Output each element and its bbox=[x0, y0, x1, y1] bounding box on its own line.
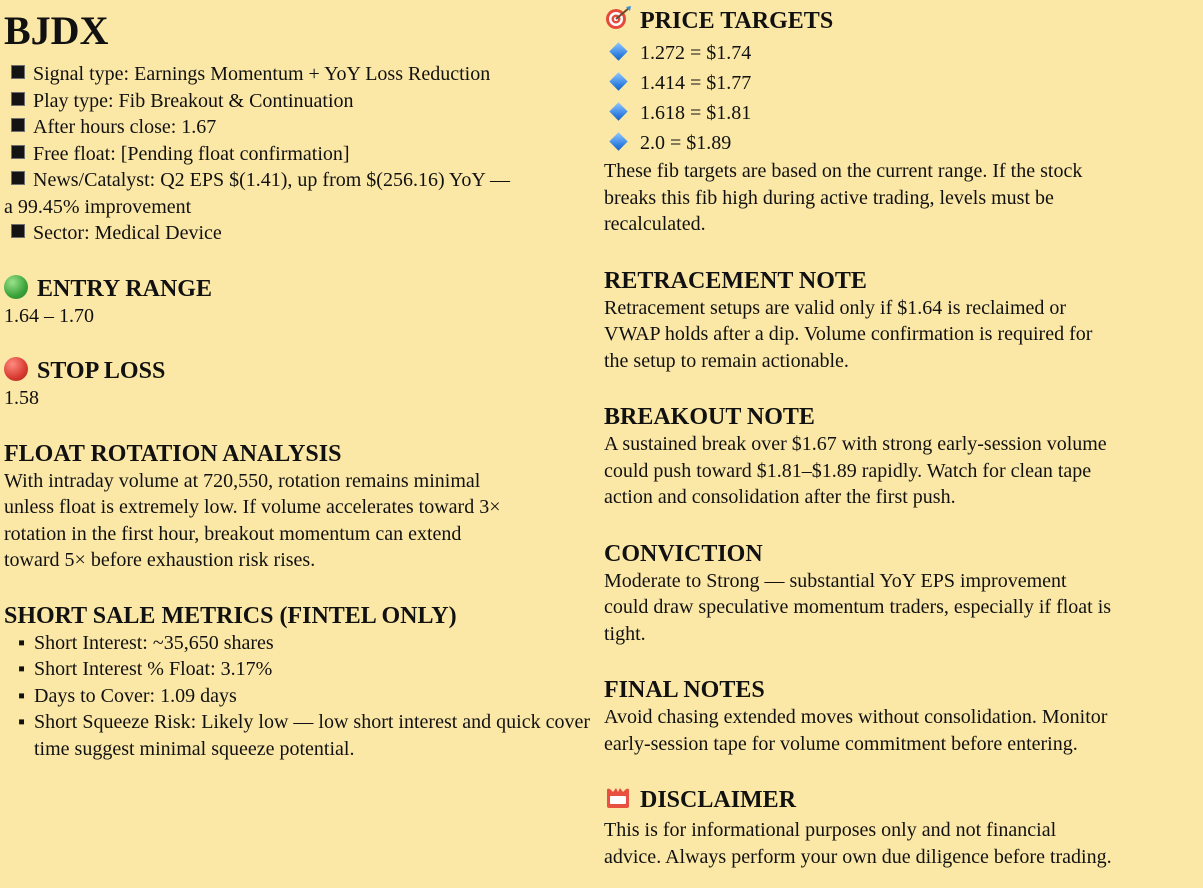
summary-item: News/Catalyst: Q2 EPS $(1.41), up from $(256.16) YoY — bbox=[4, 167, 594, 194]
price-target-list bbox=[604, 38, 1200, 158]
final-notes-line: Avoid chasing extended moves without consolidation. Monitor bbox=[604, 706, 1108, 728]
price-targets-section bbox=[604, 5, 1200, 238]
float-rotation-section bbox=[4, 440, 594, 574]
price-target-item: 1.618 = $1.81 bbox=[604, 98, 1200, 128]
small-square-bullet-icon: ▪ bbox=[18, 684, 26, 707]
float-rotation-line: toward 5× before exhaustion risk rises. bbox=[4, 549, 316, 571]
price-targets-heading: PRICE TARGETS bbox=[604, 5, 1200, 38]
disclaimer-line: advice. Always perform your own due diligence before trading. bbox=[604, 845, 1112, 868]
price-target-item: 1.272 = $1.74 bbox=[604, 38, 1200, 68]
summary-item: After hours close: 1.67 bbox=[4, 114, 594, 141]
short-sale-heading: SHORT SALE METRICS (FINTEL ONLY) bbox=[4, 602, 457, 629]
name-badge-icon bbox=[604, 786, 632, 817]
stop-value: 1.58 bbox=[4, 387, 39, 409]
ticker-title: BJDX bbox=[4, 8, 109, 53]
float-rotation-line: rotation in the first hour, breakout momentum can extend bbox=[4, 522, 462, 545]
float-rotation-line: unless float is extremely low. If volume accelerates toward 3× bbox=[4, 496, 501, 518]
breakout-heading: BREAKOUT NOTE bbox=[604, 404, 815, 430]
final-notes-section bbox=[604, 676, 1200, 757]
entry-section bbox=[4, 275, 594, 330]
breakout-section bbox=[604, 403, 1200, 511]
short-sale-list bbox=[4, 630, 594, 763]
small-square-bullet-icon: ▪ bbox=[18, 631, 26, 654]
stop-heading: STOP LOSS bbox=[4, 357, 594, 385]
retracement-section bbox=[604, 267, 1200, 375]
final-notes-line: early-session tape for volume commitment before entering. bbox=[604, 732, 1078, 755]
black-square-icon bbox=[11, 145, 25, 159]
conviction-section bbox=[604, 540, 1200, 648]
breakout-line: A sustained break over $1.67 with strong early-session volume bbox=[604, 433, 1107, 455]
small-square-bullet-icon: ▪ bbox=[18, 658, 26, 680]
disclaimer-heading: DISCLAIMER bbox=[604, 786, 1200, 817]
entry-heading: ENTRY RANGE bbox=[4, 275, 594, 303]
price-targets-line: breaks this fib high during active trading, levels must be bbox=[604, 186, 1054, 209]
direct-hit-target-icon bbox=[604, 5, 632, 38]
green-circle-icon bbox=[4, 275, 28, 299]
conviction-line: Moderate to Strong — substantial YoY EPS improvement bbox=[604, 569, 1067, 592]
black-square-icon bbox=[11, 65, 25, 79]
black-square-icon bbox=[11, 92, 25, 106]
right-column bbox=[604, 0, 1200, 870]
short-sale-item: ▪ Short Squeeze Risk: Likely low — low short interest and quick cover time suggest minimal squeeze potential. bbox=[18, 711, 591, 760]
price-targets-line: These fib targets are based on the current range. If the stock bbox=[604, 160, 1083, 182]
summary-list bbox=[4, 61, 594, 247]
short-sale-item: ▪ Days to Cover: 1.09 days bbox=[4, 683, 594, 710]
breakout-line: could push toward $1.81–$1.89 rapidly. Watch for clean tape bbox=[604, 459, 1092, 482]
summary-item: Sector: Medical Device bbox=[4, 220, 594, 247]
conviction-line: could draw speculative momentum traders, especially if float is bbox=[604, 596, 1112, 618]
blue-diamond-icon bbox=[609, 42, 627, 60]
entry-value: 1.64 – 1.70 bbox=[4, 304, 94, 327]
blue-diamond-icon bbox=[609, 132, 627, 150]
short-sale-section bbox=[4, 602, 594, 763]
breakout-line: action and consolidation after the first push. bbox=[604, 486, 956, 508]
price-targets-line: recalculated. bbox=[604, 213, 706, 235]
retracement-line: VWAP holds after a dip. Volume confirmation is required for bbox=[604, 323, 1093, 345]
black-square-icon bbox=[11, 171, 25, 185]
price-target-item: 1.414 = $1.77 bbox=[604, 68, 1200, 98]
stop-section bbox=[4, 357, 594, 412]
price-target-item: 2.0 = $1.89 bbox=[604, 128, 1200, 158]
summary-item: Signal type: Earnings Momentum + YoY Loss Reduction bbox=[4, 61, 594, 88]
disclaimer-line: This is for informational purposes only and not financial bbox=[604, 819, 1057, 841]
blue-diamond-icon bbox=[609, 72, 627, 90]
small-square-bullet-icon: ▪ bbox=[18, 711, 26, 733]
short-sale-item: ▪ Short Interest % Float: 3.17% bbox=[4, 656, 594, 683]
black-square-icon bbox=[11, 118, 25, 132]
float-rotation-heading: FLOAT ROTATION ANALYSIS bbox=[4, 440, 342, 467]
black-square-icon bbox=[11, 224, 25, 238]
disclaimer-section bbox=[604, 786, 1200, 870]
float-rotation-line: With intraday volume at 720,550, rotation remains minimal bbox=[4, 469, 481, 492]
conviction-heading: CONVICTION bbox=[604, 540, 763, 567]
short-sale-item: ▪ Short Interest: ~35,650 shares bbox=[4, 630, 594, 657]
summary-item-continuation: a 99.45% improvement bbox=[4, 195, 192, 218]
retracement-line: Retracement setups are valid only if $1.64 is reclaimed or bbox=[604, 296, 1067, 319]
final-notes-heading: FINAL NOTES bbox=[604, 677, 765, 703]
retracement-heading: RETRACEMENT NOTE bbox=[604, 267, 867, 294]
summary-item: Free float: [Pending float confirmation] bbox=[4, 141, 594, 168]
summary-item: Play type: Fib Breakout & Continuation bbox=[4, 88, 594, 115]
retracement-line: the setup to remain actionable. bbox=[604, 349, 849, 372]
red-circle-icon bbox=[4, 357, 28, 381]
left-column bbox=[4, 0, 594, 762]
blue-diamond-icon bbox=[609, 102, 627, 120]
conviction-line: tight. bbox=[604, 622, 646, 645]
